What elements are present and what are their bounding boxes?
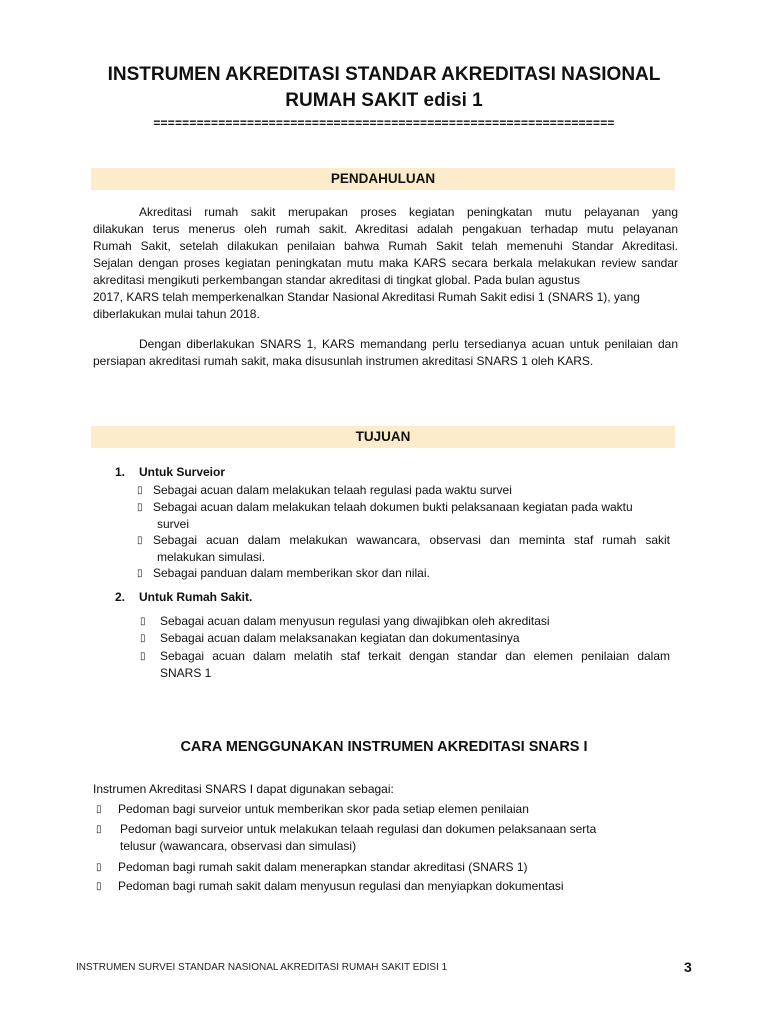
bullet-icon: ▯ [140, 651, 146, 662]
bullet-item [96, 859, 671, 876]
pendahuluan-paragraph-2 [93, 336, 678, 370]
text-line: akreditasi mengikuti perkembangan standar akreditasi di tingkat global. Pada bulan agustus [93, 273, 580, 287]
item-number: 1. [115, 465, 126, 479]
page-number: 3 [684, 959, 692, 975]
text-line: Sebagai acuan dalam melakukan telaah regulasi pada waktu survei [153, 483, 512, 497]
section-heading-tujuan: TUJUAN [91, 426, 675, 448]
bullet-item [96, 821, 671, 855]
text-line: Sebagai acuan dalam melakukan wawancara, observasi dan meminta staf rumah sakit [153, 533, 670, 547]
bullet-icon: ▯ [96, 881, 102, 892]
text-line: 2017, KARS telah memperkenalkan Standar Nasional Akreditasi Rumah Sakit edisi 1 (SNARS 1), yang [93, 290, 640, 304]
text-line: Sebagai panduan dalam memberikan skor dan nilai. [153, 566, 430, 580]
text-line: Sebagai acuan dalam melatih staf terkait dengan standar dan elemen penilaian dalam [160, 649, 670, 663]
bullet-icon: ▯ [137, 502, 143, 513]
pendahuluan-paragraph-1 [93, 204, 678, 323]
bullet-item [137, 482, 670, 499]
text-line: Pedoman bagi rumah sakit dalam menerapkan standar akreditasi (SNARS 1) [118, 860, 528, 874]
text-line: persiapan akreditasi rumah sakit, maka disusunlah instrumen akreditasi SNARS 1 oleh KARS. [93, 354, 594, 368]
text-line: Sebagai acuan dalam melaksanakan kegiatan dan dokumentasinya [160, 631, 520, 645]
text-line: SNARS 1 [160, 666, 212, 680]
bullet-icon: ▯ [137, 568, 143, 579]
bullet-icon: ▯ [137, 485, 143, 496]
bullet-icon: ▯ [96, 862, 102, 873]
text-line: telusur (wawancara, observasi dan simulasi) [120, 839, 357, 853]
bullet-icon: ▯ [140, 633, 146, 644]
text-line: Pedoman bagi rumah sakit dalam menyusun regulasi dan menyiapkan dokumentasi [118, 879, 564, 893]
bullet-item [140, 648, 670, 682]
item-label: Untuk Surveior [139, 465, 226, 479]
tujuan-item-1 [115, 464, 225, 481]
bullet-item [140, 613, 670, 630]
text-line: Pedoman bagi surveior untuk memberikan skor pada setiap elemen penilaian [118, 802, 529, 816]
tujuan-item-2 [115, 589, 252, 606]
text-line: Dengan diberlakukan SNARS 1, KARS memandang perlu tersedianya acuan untuk penilaian dan [139, 337, 678, 351]
section-heading-cara: CARA MENGGUNAKAN INSTRUMEN AKREDITASI SNARS I [180, 739, 588, 755]
bullet-item [140, 630, 670, 647]
bullet-item [137, 565, 670, 582]
section-heading-pendahuluan: PENDAHULUAN [91, 168, 675, 190]
text-line: dilakukan terus menerus oleh rumah sakit. Akreditasi adalah pengakuan terhadap mutu pelayanan [93, 222, 678, 236]
page-footer: INSTRUMEN SURVEI STANDAR NASIONAL AKREDITASI RUMAH SAKIT EDISI 1 [76, 962, 448, 973]
text-line: Rumah Sakit, setelah dilakukan penilaian bahwa Rumah Sakit telah memenuhi Standar Akreditasi. [93, 239, 678, 253]
text-line: Sebagai acuan dalam menyusun regulasi yang diwajibkan oleh akreditasi [160, 614, 550, 628]
text-line: diberlakukan mulai tahun 2018. [93, 307, 260, 321]
bullet-item [137, 532, 670, 566]
bullet-icon: ▯ [96, 804, 102, 815]
item-number: 2. [115, 590, 126, 604]
document-title [90, 62, 678, 114]
bullet-icon: ▯ [140, 616, 146, 627]
text-line: Akreditasi rumah sakit merupakan proses kegiatan peningkatan mutu pelayanan yang [139, 205, 678, 219]
bullet-item [137, 499, 670, 533]
title-line-1: INSTRUMEN AKREDITASI STANDAR AKREDITASI NASIONAL [107, 64, 661, 85]
title-line-2: RUMAH SAKIT edisi 1 [285, 90, 483, 111]
title-rule: ================================================================ [153, 116, 615, 130]
text-line: melakukan simulasi. [157, 550, 266, 564]
bullet-item [96, 878, 671, 895]
bullet-icon: ▯ [96, 824, 102, 835]
cara-intro: Instrumen Akreditasi SNARS I dapat digunakan sebagai: [93, 782, 394, 796]
text-line: Sebagai acuan dalam melakukan telaah dokumen bukti pelaksanaan kegiatan pada waktu [153, 500, 633, 514]
text-line: survei [157, 517, 190, 531]
text-line: Pedoman bagi surveior untuk melakukan telaah regulasi dan dokumen pelaksanaan serta [120, 822, 597, 836]
text-line: Sejalan dengan proses kegiatan peningkatan mutu maka KARS secara berkala melakukan review sandar [93, 256, 678, 270]
bullet-icon: ▯ [137, 535, 143, 546]
item-label: Untuk Rumah Sakit. [139, 590, 253, 604]
bullet-item [96, 801, 671, 818]
